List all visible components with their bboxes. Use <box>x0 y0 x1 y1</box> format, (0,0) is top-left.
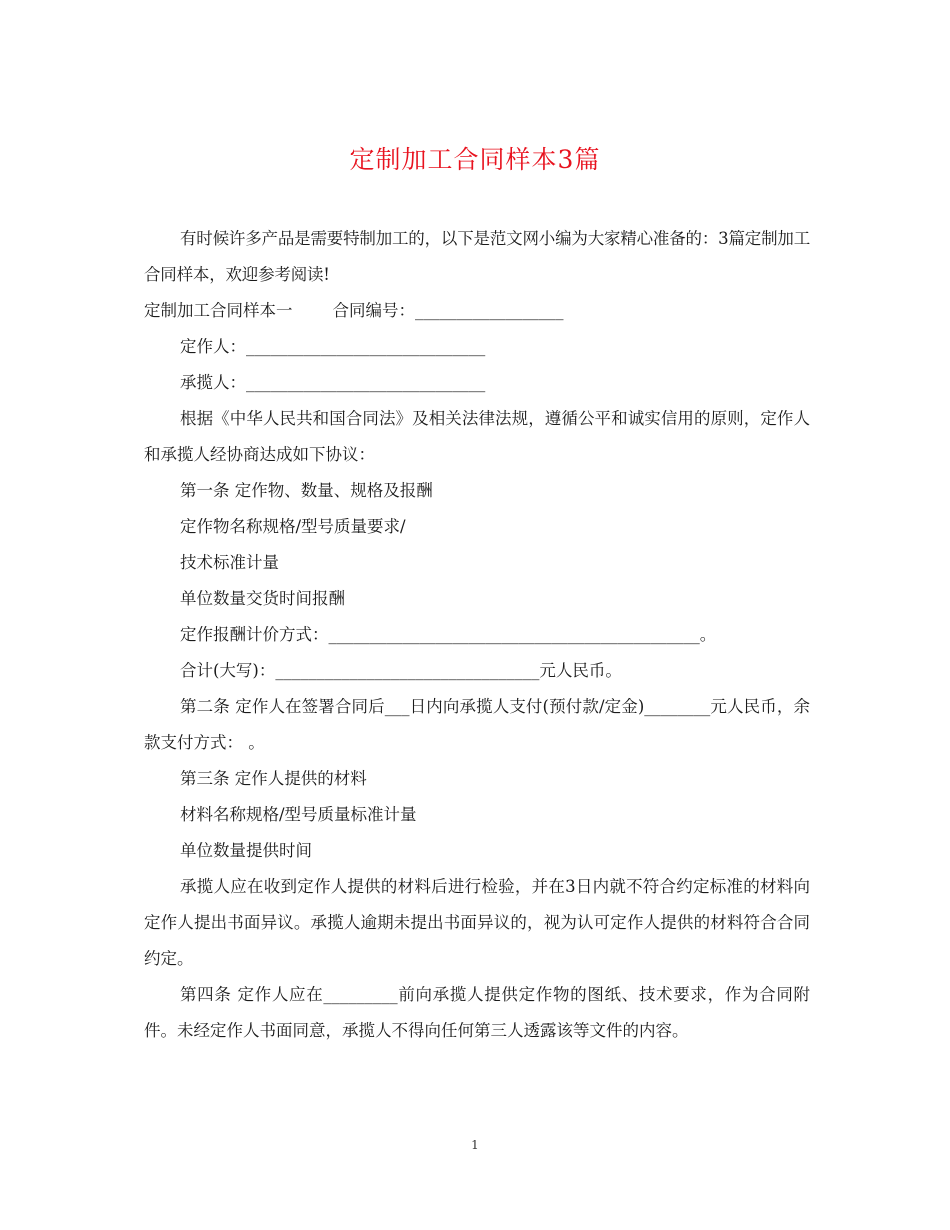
article-1-title: 第一条 定作物、数量、规格及报酬 <box>180 481 433 500</box>
contractor-line: 承揽人：_____________________________ <box>180 373 486 392</box>
article-1-line-1: 定作物名称规格/型号质量要求/ <box>180 517 406 536</box>
article-2: 第二条 定作人在签署合同后___日内向承揽人支付(预付款/定金)________元人民币，余款支付方式： 。 <box>144 697 810 752</box>
article-3-line-2: 单位数量提供时间 <box>180 841 312 860</box>
document-body <box>144 221 810 1049</box>
sample-heading: 定制加工合同样本一 <box>144 301 293 320</box>
article-3-body: 承揽人应在收到定作人提供的材料后进行检验，并在3日内就不符合约定标准的材料向定作人提出书面异议。承揽人逾期未提出书面异议的，视为认可定作人提供的材料符合合同约定。 <box>144 877 810 968</box>
basis-paragraph: 根据《中华人民共和国合同法》及相关法律法规，遵循公平和诚实信用的原则，定作人和承揽人经协商达成如下协议： <box>144 409 810 464</box>
sample-heading-line <box>144 293 810 329</box>
article-1-total: 合计(大写)：________________________________元人民币。 <box>180 661 622 680</box>
intro-paragraph: 有时候许多产品是需要特制加工的，以下是范文网小编为大家精心准备的：3篇定制加工合同样本，欢迎参考阅读! <box>144 229 810 284</box>
document-title: 定制加工合同样本3篇 <box>349 145 601 174</box>
orderer-line: 定作人：_____________________________ <box>180 337 486 356</box>
article-3-title: 第三条 定作人提供的材料 <box>180 769 367 788</box>
article-3-line-1: 材料名称规格/型号质量标准计量 <box>180 805 417 824</box>
page-number: 1 <box>471 1138 479 1152</box>
contract-number: 合同编号：__________________ <box>332 301 564 320</box>
article-1-pricing: 定作报酬计价方式：_____________________________________________。 <box>180 625 717 644</box>
article-1-line-3: 单位数量交货时间报酬 <box>180 589 345 608</box>
article-4: 第四条 定作人应在_________前向承揽人提供定作物的图纸、技术要求，作为合同附件。未经定作人书面同意，承揽人不得向任何第三人透露该等文件的内容。 <box>144 985 810 1040</box>
article-1-line-2: 技术标准计量 <box>180 553 279 572</box>
